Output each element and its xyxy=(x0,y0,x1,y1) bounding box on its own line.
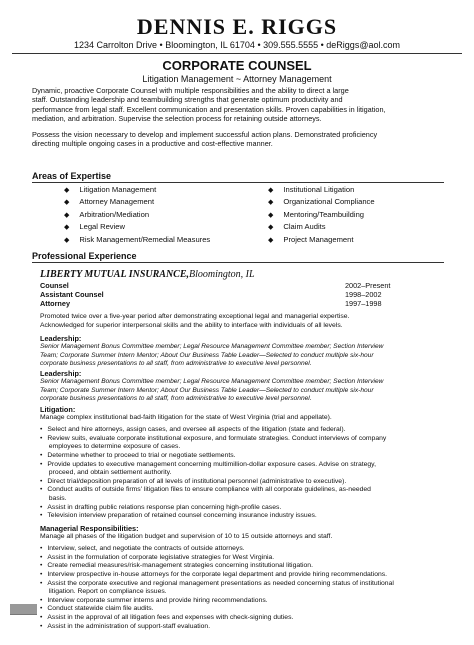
role-dates: 2002–Present xyxy=(345,281,391,290)
bullet-icon: • xyxy=(40,596,43,604)
summary-paragraph-2 xyxy=(32,130,447,149)
diamond-bullet-icon: ◆ xyxy=(268,199,274,207)
bullet-item: • Assist in drafting public relations response plan concerning high-profile cases. xyxy=(40,503,282,511)
contact-info: 1234 Carrolton Drive • Bloomington, IL 61704 • 309.555.5555 • deRiggs@aol.com xyxy=(74,40,400,50)
bullet-item: • Direct trial/deposition preparation of all levels of institutional personnel (administrative to executive). xyxy=(40,477,347,485)
summary-line: directing multiple ongoing cases in a productive and cost-effective manner. xyxy=(32,139,273,149)
bullet-icon: • xyxy=(40,614,43,621)
bullet-item: • Assist the corporate executive and regional management presentations as needed concerning status of institutional xyxy=(40,579,394,587)
diamond-bullet-icon: ◆ xyxy=(268,211,274,219)
bullet-item: • Assist in the formulation of corporate legislative strategies for West Virginia. xyxy=(40,553,275,561)
bullet-icon: • xyxy=(40,434,43,442)
diamond-bullet-icon: ◆ xyxy=(268,187,274,194)
bullet-item: • Television interview preparation of retained counsel concerning insurance industry issues. xyxy=(40,512,317,520)
job-title: CORPORATE COUNSEL xyxy=(162,58,312,73)
bullet-icon: • xyxy=(40,553,43,561)
bullet-icon: • xyxy=(40,622,43,630)
leadership-heading: Leadership: xyxy=(40,369,82,378)
bullet-icon: • xyxy=(40,545,43,552)
summary-line: performance from legal staff. Excellent communication and presentation skills. Proven capabilities in litigation, xyxy=(32,104,386,114)
bullet-icon: • xyxy=(40,562,43,570)
diamond-bullet-icon: ◆ xyxy=(268,236,274,244)
footer-mark xyxy=(10,604,37,614)
expertise-item: ◆ Claim Audits xyxy=(268,221,375,233)
expertise-item: ◆ Organizational Compliance xyxy=(268,196,375,208)
summary-line: staff. Outstanding leadership and teambuilding strengths that generate optimum productivity and xyxy=(32,95,343,105)
header-divider xyxy=(12,53,462,54)
summary-line: Possess the vision necessary to develop and implement successful action plans. Demonstrated proficiency xyxy=(32,130,378,139)
role-dates: 1997–1998 xyxy=(345,299,382,308)
diamond-bullet-icon: ◆ xyxy=(268,224,274,232)
litigation-bullets xyxy=(40,426,450,521)
experience-heading: Professional Experience xyxy=(32,251,137,261)
leadership-heading: Leadership: xyxy=(40,334,82,343)
bullet-icon: • xyxy=(40,451,43,459)
expertise-heading: Areas of Expertise xyxy=(32,171,112,181)
role-dates: 1998–2002 xyxy=(345,290,382,299)
bullet-item: • Interview prospective in-house attorneys for the corporate legal department and provide hiring recommendations. xyxy=(40,570,388,578)
expertise-item: ◆ Legal Review xyxy=(64,221,210,233)
leadership-details: Senior Management Bonus Committee member; Legal Resource Management Committee member; Section Interview Team; Corporate Summer Intern Mentor; About Our Business Table Leader—Selected to conduct multiple six-hour corporate business presentations to all staff, from administrative to executive level personnel. xyxy=(40,378,384,403)
expertise-item: ◆ Risk Management/Remedial Measures xyxy=(64,234,210,246)
bullet-item: proceed, and obtain settlement authority. xyxy=(40,469,450,478)
managerial-bullets xyxy=(40,545,450,631)
bullet-item: basis. xyxy=(40,495,450,504)
diamond-bullet-icon: ◆ xyxy=(64,236,70,244)
candidate-name: DENNIS E. RIGGS xyxy=(136,14,338,39)
summary-paragraph-1 xyxy=(32,86,447,123)
bullet-icon xyxy=(40,469,44,476)
footer-line xyxy=(10,614,37,615)
expertise-item: ◆ Institutional Litigation xyxy=(268,184,375,196)
expertise-item: ◆ Mentoring/Teambuilding xyxy=(268,209,375,221)
expertise-item: ◆ Litigation Management xyxy=(64,184,210,196)
bullet-item: employees to determine exposure of cases. xyxy=(40,443,450,452)
litigation-intro: Manage complex institutional bad-faith litigation for the state of West Virginia (trial and appellate). xyxy=(40,414,332,421)
diamond-bullet-icon: ◆ xyxy=(64,224,70,232)
bullet-icon: • xyxy=(40,579,43,587)
bullet-item: • Conduct audits of outside firms' litigation files to ensure compliance with all corporate guidelines, as-needed xyxy=(40,486,371,494)
bullet-item: • Review suits, evaluate corporate institutional exposure, and formulate strategies. Conduct interviews of company xyxy=(40,434,387,442)
expertise-item: ◆ Arbitration/Mediation xyxy=(64,209,210,221)
bullet-item: • Determine whether to proceed to trial or negotiate settlements. xyxy=(40,451,236,459)
litigation-heading: Litigation: xyxy=(40,405,76,414)
bullet-item: • Select and hire attorneys, assign cases, and oversee all aspects of the litigation (state and federal). xyxy=(40,426,346,433)
bullet-item: litigation. Report on compliance issues. xyxy=(40,588,450,597)
bullet-item: • Assist in the administration of support-staff evaluation. xyxy=(40,622,211,630)
bullet-item: • Conduct statewide claim file audits. xyxy=(40,605,154,613)
expertise-item: ◆ Project Management xyxy=(268,234,375,246)
experience-divider xyxy=(32,262,444,263)
bullet-icon: • xyxy=(40,512,43,520)
bullet-item: • Interview, select, and negotiate the contracts of outside attorneys. xyxy=(40,545,245,552)
bullet-icon: • xyxy=(40,426,43,433)
diamond-bullet-icon: ◆ xyxy=(64,211,70,219)
bullet-icon: • xyxy=(40,605,43,613)
bullet-icon: • xyxy=(40,503,43,511)
bullet-item: • Provide updates to executive management concerning multimillion-dollar exposure cases. Advise on strategy, xyxy=(40,460,376,468)
bullet-icon: • xyxy=(40,477,43,485)
role-title: Assistant Counsel xyxy=(40,290,104,299)
bullet-icon xyxy=(40,588,44,595)
employer-location: Bloomington, IL xyxy=(189,269,255,280)
expertise-left-column xyxy=(64,184,210,246)
promotion-text: Promoted twice over a five-year period after demonstrating exceptional legal and managerial expertise. Acknowledged for superior interpersonal skills and the ability to interface with individuals of all levels. xyxy=(40,313,350,329)
managerial-heading: Managerial Responsibilities: xyxy=(40,524,139,533)
leadership-details: Senior Management Bonus Committee member; Legal Resource Management Committee member; Section Interview Team; Corporate Summer Intern Mentor; About Our Business Table Leader—Selected to conduct multiple six-hour corporate business presentations to all staff, from administrative to executive level personnel. xyxy=(40,343,384,368)
bullet-item: • Interview corporate summer interns and provide hiring recommendations. xyxy=(40,596,268,604)
bullet-item: • Assist in the approval of all litigation fees and expenses with check-signing duties. xyxy=(40,614,294,621)
employer xyxy=(40,269,255,280)
bullet-icon: • xyxy=(40,570,43,578)
bullet-icon xyxy=(40,495,44,502)
diamond-bullet-icon: ◆ xyxy=(64,199,70,207)
bullet-icon xyxy=(40,443,44,450)
summary-line: Dynamic, proactive Corporate Counsel with multiple responsibilities and the ability to direct a large xyxy=(32,86,349,95)
bullet-icon: • xyxy=(40,486,43,494)
expertise-divider xyxy=(32,182,444,183)
role-title: Counsel xyxy=(40,281,69,290)
expertise-right-column xyxy=(268,184,375,246)
job-subtitle: Litigation Management ~ Attorney Management xyxy=(142,74,332,84)
diamond-bullet-icon: ◆ xyxy=(64,187,70,194)
role-title: Attorney xyxy=(40,299,70,308)
expertise-item: ◆ Attorney Management xyxy=(64,196,210,208)
summary-line: mediation, and arbitration. Supervise the selection process for retaining outside attorneys. xyxy=(32,113,322,123)
employer-name: LIBERTY MUTUAL INSURANCE, xyxy=(40,269,190,280)
bullet-item: • Create remedial measures/risk-management strategies concerning institutional litigation. xyxy=(40,562,313,570)
bullet-icon: • xyxy=(40,460,43,468)
managerial-intro: Manage all phases of the litigation budget and supervision of 10 to 15 outside attorneys and staff. xyxy=(40,533,333,540)
